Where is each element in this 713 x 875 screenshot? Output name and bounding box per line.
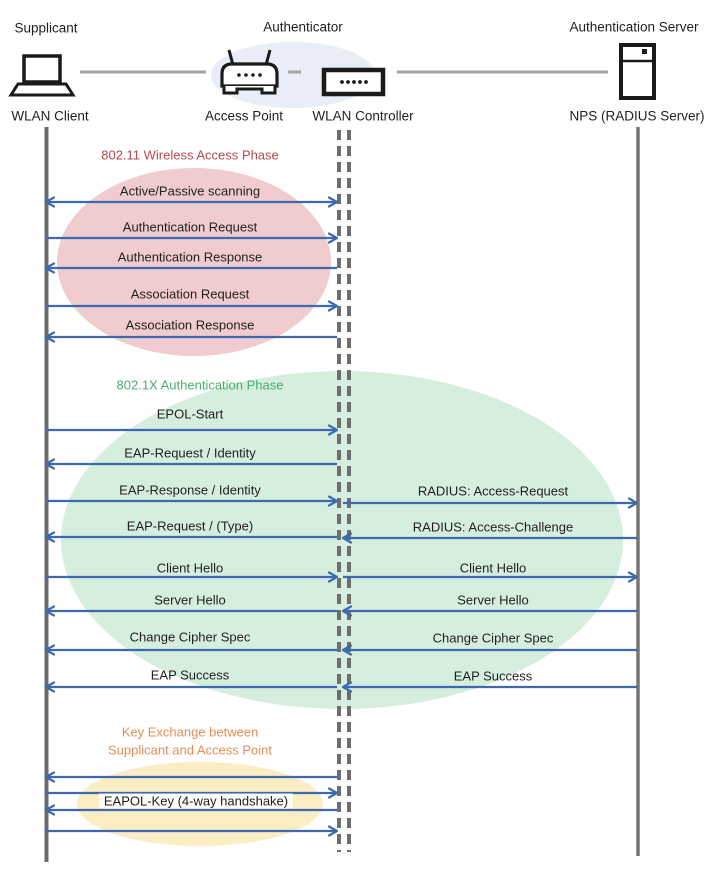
msg-authentication-request: Authentication Request (122, 219, 258, 235)
msg-client-hello-left: Client Hello (156, 560, 224, 576)
phase3-title-line1: Key Exchange between (121, 724, 259, 740)
device-access-point-label: Access Point (204, 108, 284, 124)
msg-eap-success-left: EAP Success (150, 667, 230, 683)
msg-epol-start: EPOL-Start (156, 406, 224, 422)
msg-association-response: Association Response (125, 317, 255, 333)
server-icon (621, 45, 654, 98)
msg-change-cipher-spec-right: Change Cipher Spec (432, 630, 554, 646)
device-nps-label: NPS (RADIUS Server) (569, 108, 705, 124)
actor-authentication-server-label: Authentication Server (569, 19, 699, 35)
msg-eap-success-right: EAP Success (453, 668, 533, 684)
msg-eap-request-type: EAP-Request / (Type) (126, 518, 254, 534)
msg-server-hello-right: Server Hello (457, 592, 529, 608)
msg-eap-response-identity: EAP-Response / Identity (119, 482, 261, 498)
wlan-controller-icon (324, 70, 383, 94)
phase3-title-line2: Supplicant and Access Point (107, 742, 273, 758)
msg-active-passive-scanning: Active/Passive scanning (119, 183, 261, 199)
msg-client-hello-right: Client Hello (459, 560, 527, 576)
msg-association-request: Association Request (130, 286, 250, 302)
msg-radius-access-challenge: RADIUS: Access-Challenge (412, 519, 574, 535)
actor-supplicant-label: Supplicant (14, 20, 78, 36)
msg-server-hello-left: Server Hello (154, 592, 226, 608)
msg-change-cipher-spec-left: Change Cipher Spec (129, 629, 251, 645)
phase2-title: 802.1X Authentication Phase (116, 377, 284, 393)
msg-authentication-response: Authentication Response (117, 249, 263, 265)
device-wlan-controller-label: WLAN Controller (312, 108, 414, 124)
msg-eap-request-identity: EAP-Request / Identity (124, 445, 256, 461)
msg-radius-access-request: RADIUS: Access-Request (417, 483, 569, 499)
phase1-title: 802.11 Wireless Access Phase (101, 147, 279, 163)
device-wlan-client-label: WLAN Client (11, 108, 89, 124)
phase2-ellipse (61, 371, 623, 709)
msg-eapol-key: EAPOL-Key (4-way handshake) (99, 794, 293, 809)
actor-authenticator-label: Authenticator (263, 19, 343, 35)
laptop-icon (11, 56, 73, 95)
